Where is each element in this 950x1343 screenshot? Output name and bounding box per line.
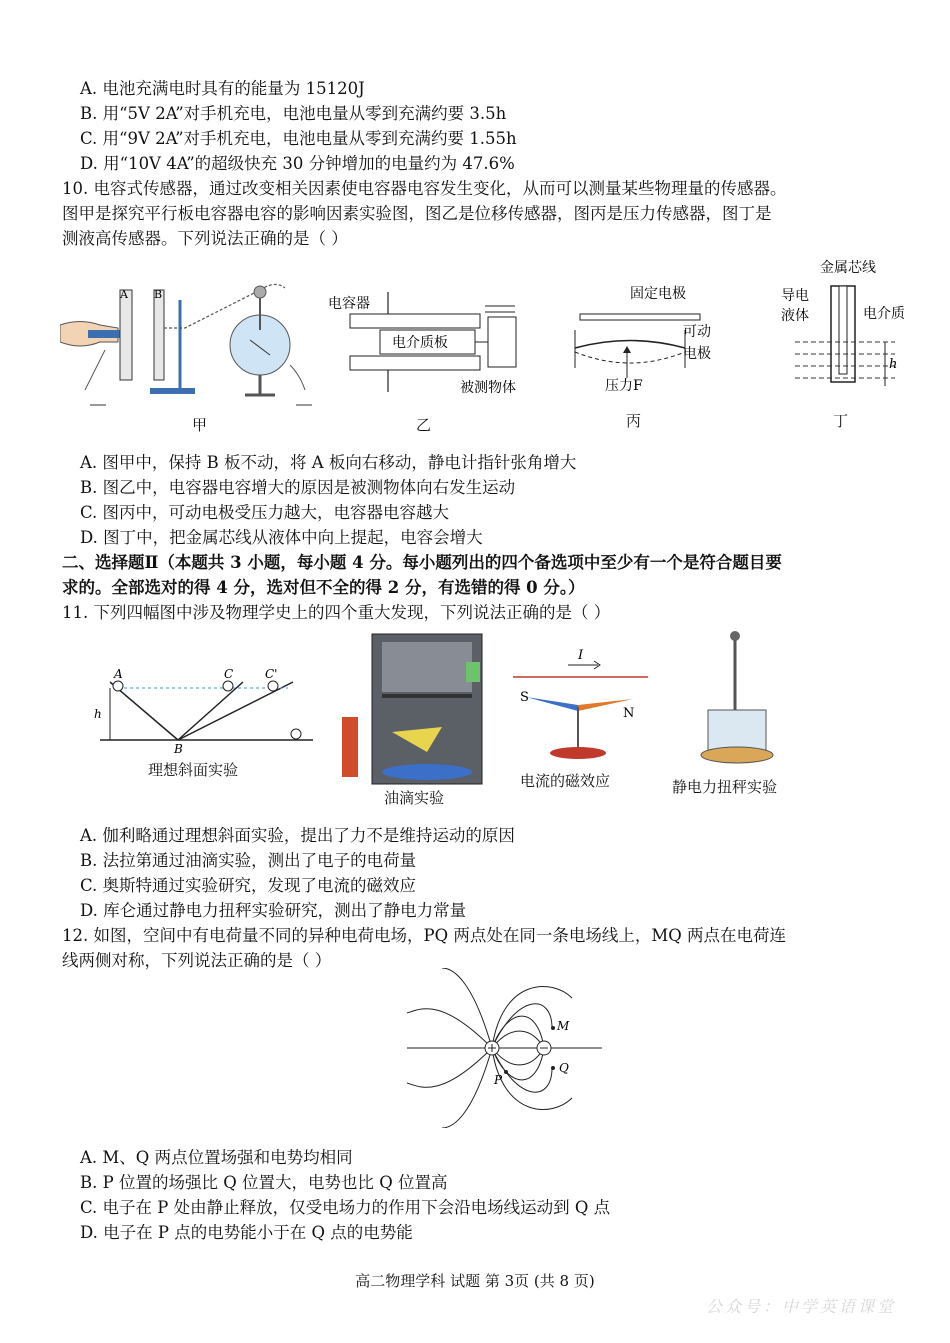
plate-b-label: B (154, 288, 163, 301)
conductive-liquid-label-1: 导电 (781, 288, 809, 304)
q10-option-c: C. 图丙中，可动电极受压力越大，电容器电容越大 (80, 503, 450, 522)
q10-stem-line-2: 图甲是探究平行板电容器电容的影响因素实验图，图乙是位移传感器，图丙是压力传感器，图丁是 (62, 204, 772, 223)
point-q-label: Q (559, 1061, 569, 1075)
pole-n-label: N (623, 706, 635, 721)
q11-option-c: C. 奥斯特通过实验研究，发现了电流的磁效应 (80, 876, 417, 895)
metal-core-label: 金属芯线 (820, 260, 876, 276)
figure-bing-caption: 丙 (626, 412, 642, 430)
height-h-label: h (94, 707, 102, 721)
q10-stem-line-3: 测液高传感器。下列说法正确的是（ ） (62, 229, 348, 248)
q9-option-d: D. 用“10V 4A”的超级快充 30 分钟增加的电量约为 47.6% (80, 154, 515, 173)
q10-option-d: D. 图丁中，把金属芯线从液体中向上提起，电容会增大 (80, 528, 483, 547)
figure-bing-pressure-sensor (565, 278, 745, 398)
dielectric-label: 电介质 (863, 306, 905, 322)
section-2-header-line-1: 二、选择题Ⅱ（本题共 3 小题，每小题 4 分。每小题列出的四个备选项中至少有一个是符合题目要 (62, 553, 782, 572)
ideal-incline-caption: 理想斜面实验 (148, 761, 239, 779)
figure-torsion-balance (700, 630, 790, 770)
point-m-label: M (557, 1019, 570, 1033)
magnetic-effect-caption: 电流的磁效应 (520, 772, 611, 790)
figure-magnetic-effect (508, 645, 658, 765)
movable-electrode-label-2: 电极 (683, 346, 711, 362)
torsion-balance-caption: 静电力扭秤实验 (672, 778, 778, 796)
movable-electrode-label-1: 可动 (683, 324, 711, 340)
figure-jia-electroscope (60, 270, 330, 420)
figure-ideal-incline (88, 662, 318, 754)
q11-option-b: B. 法拉第通过油滴实验，测出了电子的电荷量 (80, 851, 417, 870)
capacitor-label: 电容器 (328, 296, 370, 312)
q12-stem-line-2: 线两侧对称，下列说法正确的是（ ） (62, 951, 332, 970)
figure-yi-displacement-sensor (320, 292, 550, 402)
height-label: h (889, 357, 898, 372)
point-c-prime-label: C' (265, 667, 278, 681)
q10-option-a: A. 图甲中，保持 B 板不动，将 A 板向右移动，静电计指针张角增大 (80, 453, 577, 472)
pole-s-label: S (520, 690, 529, 705)
q11-option-d: D. 库仑通过静电力扭秤实验研究，测出了静电力常量 (80, 901, 467, 920)
dielectric-plate-label: 电介质板 (392, 335, 448, 351)
q10-stem-line-1: 10. 电容式传感器，通过改变相关因素使电容器电容发生变化，从而可以测量某些物理量的传感器。 (62, 179, 787, 198)
q9-option-c: C. 用“9V 2A”对手机充电，电池电量从零到充满约要 1.55h (80, 129, 517, 148)
pressure-label: 压力F (605, 378, 643, 394)
conductive-liquid-label-2: 液体 (781, 308, 809, 324)
q11-option-a: A. 伽利略通过理想斜面实验，提出了力不是维持运动的原因 (80, 826, 515, 845)
figure-oil-drop (332, 632, 492, 790)
watermark: 公众号：中学英语课堂 (706, 1297, 897, 1316)
figure-yi-caption: 乙 (416, 416, 432, 434)
plate-a-label: A (120, 288, 128, 301)
fixed-electrode-label: 固定电极 (630, 286, 686, 302)
point-b-label: B (174, 742, 183, 754)
q9-option-b: B. 用“5V 2A”对手机充电，电池电量从零到充满约要 3.5h (80, 104, 507, 123)
figure-ding-level-sensor (775, 256, 935, 401)
q12-option-a: A. M、Q 两点位置场强和电势均相同 (80, 1148, 353, 1167)
measured-object-label: 被测物体 (460, 380, 516, 396)
figure-electric-field-lines (402, 968, 602, 1128)
page-footer: 高二物理学科 试题 第 3页 (共 8 页) (355, 1272, 595, 1290)
section-2-header-line-2: 求的。全部选对的得 4 分，选对但不全的得 2 分，有选错的得 0 分。） (62, 578, 585, 597)
q9-option-a: A. 电池充满电时具有的能量为 15120J (80, 79, 365, 98)
q12-option-c: C. 电子在 P 处由静止释放，仅受电场力的作用下会沿电场线运动到 Q 点 (80, 1198, 611, 1217)
figure-ding-caption: 丁 (833, 412, 849, 430)
oil-drop-caption: 油滴实验 (384, 789, 445, 807)
q11-stem: 11. 下列四幅图中涉及物理学史上的四个重大发现，下列说法正确的是（ ） (62, 603, 611, 622)
point-a-label: A (114, 667, 123, 681)
point-c-label: C (224, 667, 234, 681)
q12-option-d: D. 电子在 P 点的电势能小于在 Q 点的电势能 (80, 1223, 413, 1242)
current-i-label: I (578, 648, 584, 663)
point-p-label: P (494, 1073, 503, 1087)
q12-stem-line-1: 12. 如图，空间中有电荷量不同的异种电荷电场，PQ 两点处在同一条电场线上，MQ 两点在电荷连 (62, 926, 787, 945)
q10-option-b: B. 图乙中，电容器电容增大的原因是被测物体向右发生运动 (80, 478, 516, 497)
figure-jia-caption: 甲 (192, 416, 208, 434)
q12-option-b: B. P 位置的场强比 Q 位置大，电势也比 Q 位置高 (80, 1173, 448, 1192)
